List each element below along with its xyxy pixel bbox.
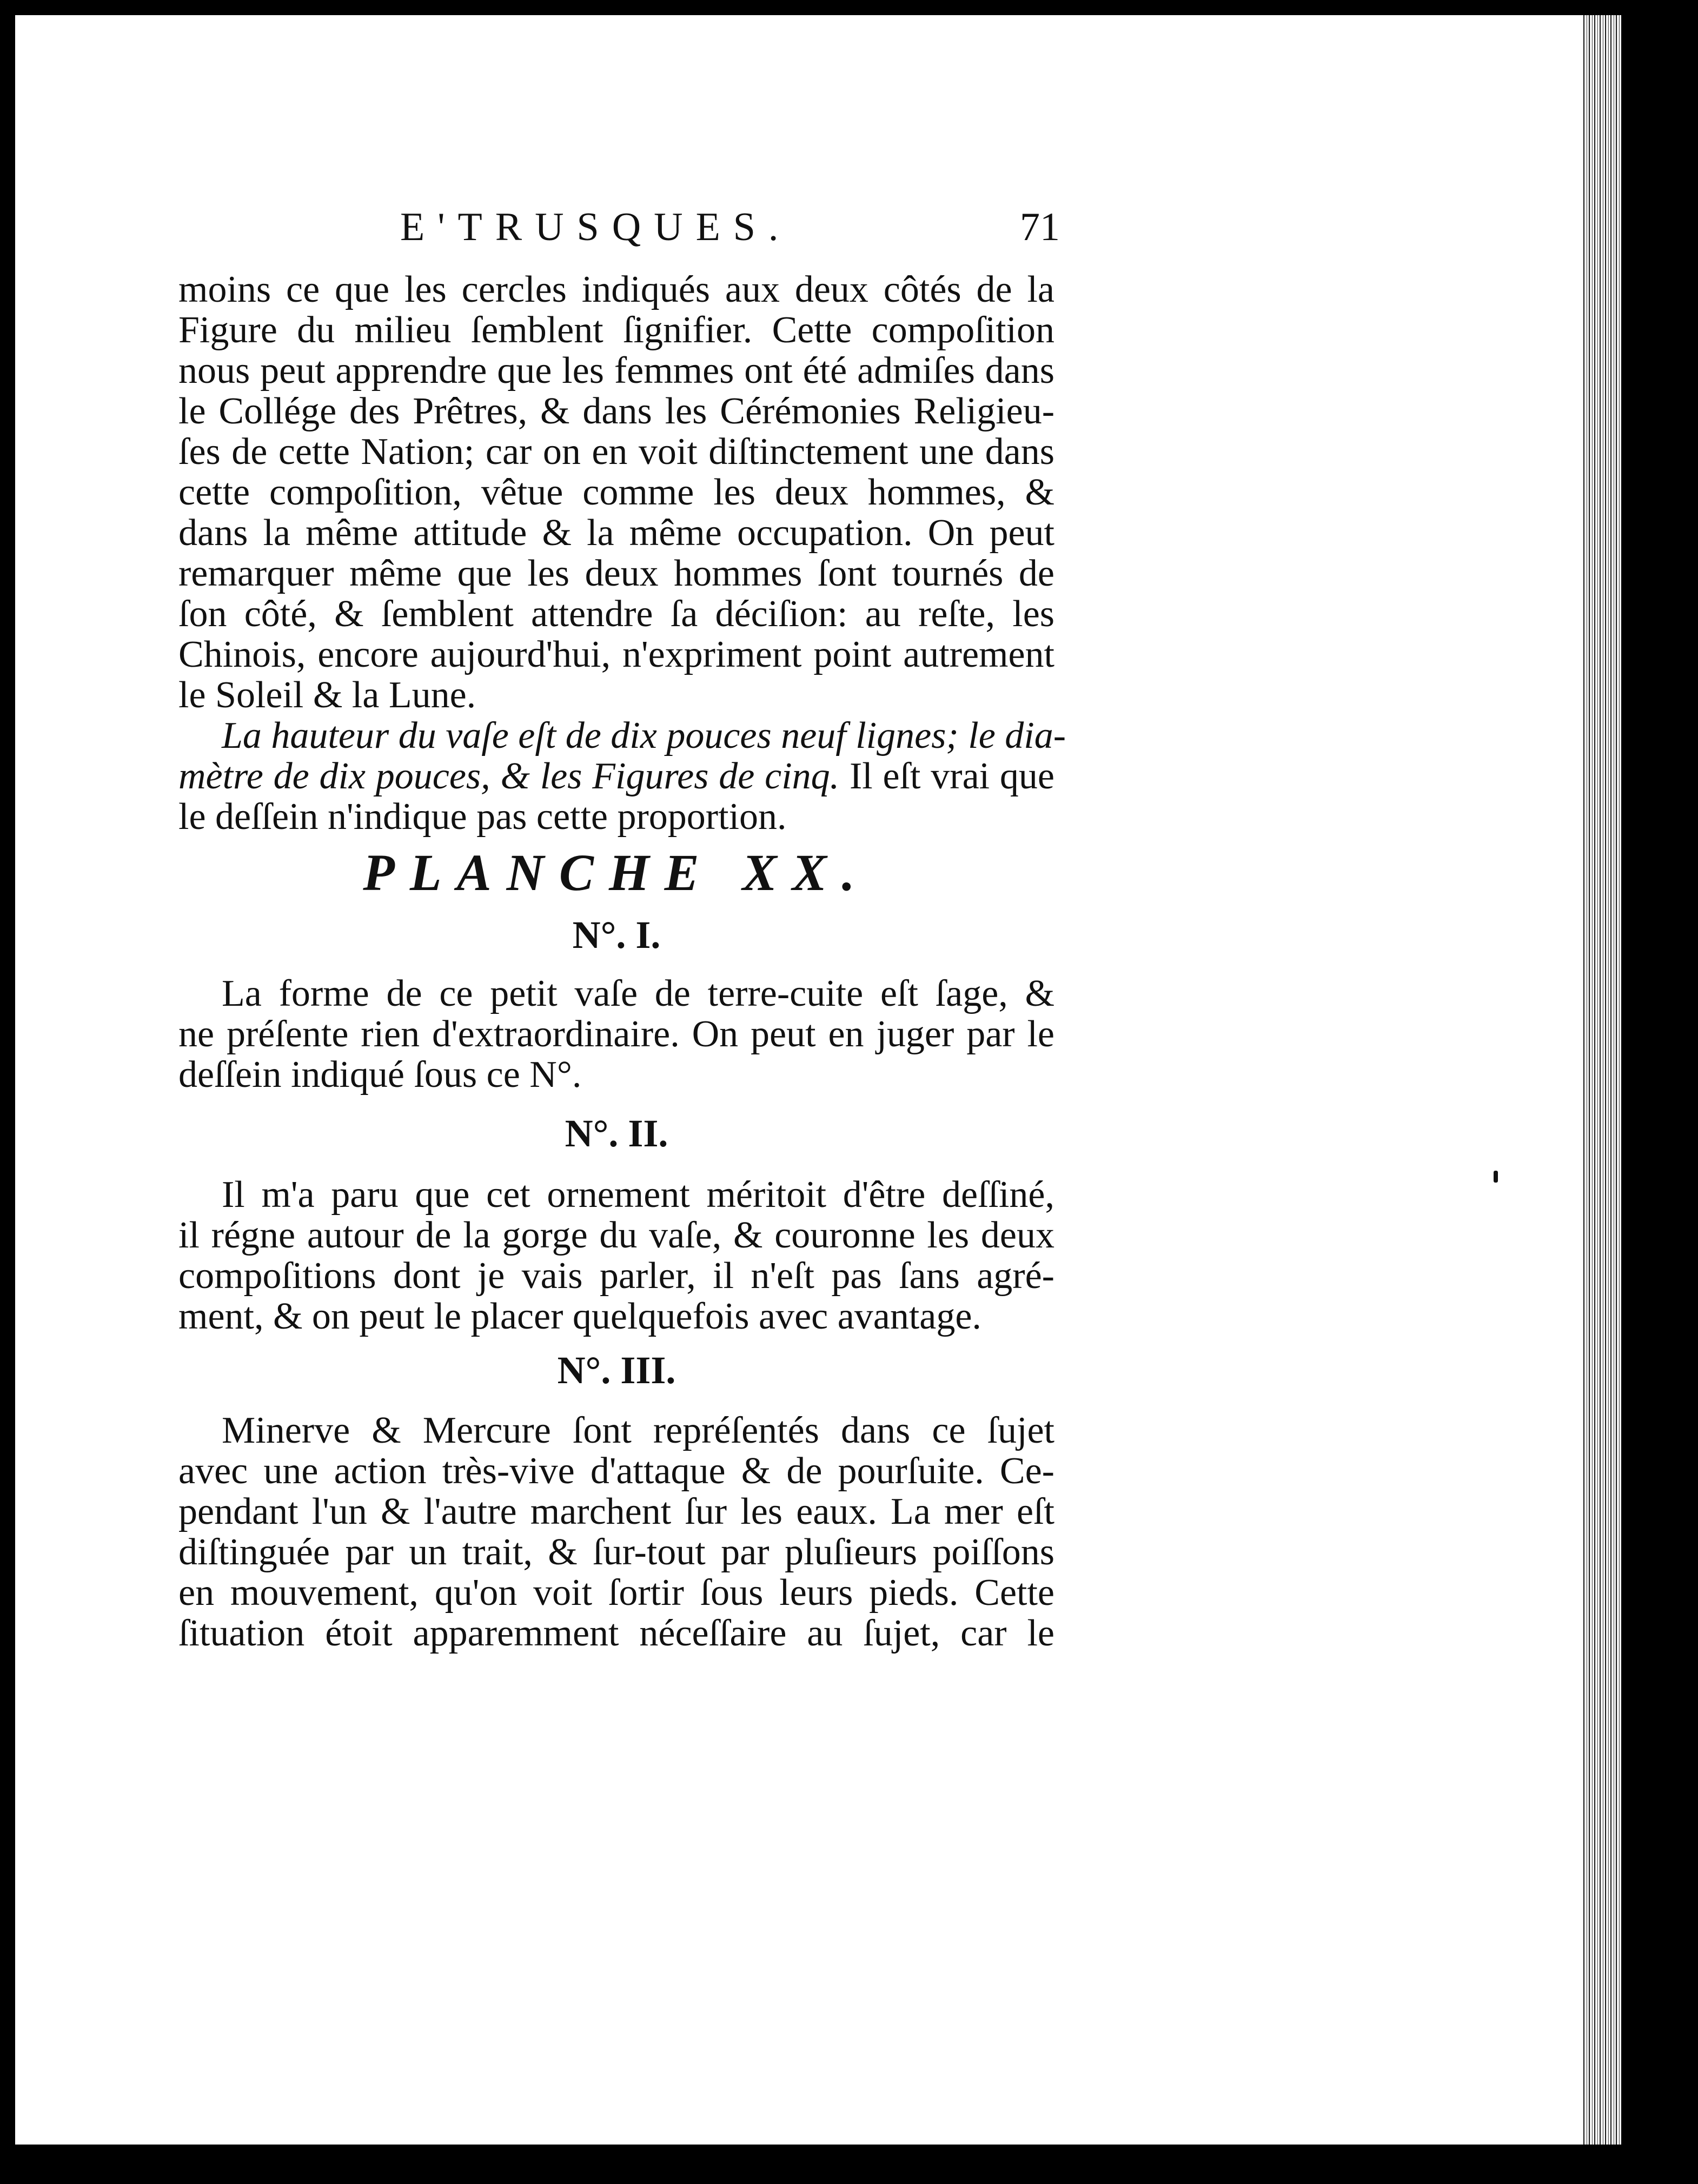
- italic-run: mètre de dix pouces, & les Figures de cinq.: [178, 755, 840, 797]
- text-line: avec une action très-vive d'attaque & de pourſuite. Ce-: [178, 1450, 1054, 1492]
- text-line: deſſein indiqué ſous ce N°.: [178, 1054, 582, 1096]
- text-line: il régne autour de la gorge du vaſe, & couronne les deux: [178, 1214, 1054, 1256]
- text-line: diſtinguée par un trait, & ſur-tout par pluſieurs poiſſons: [178, 1531, 1054, 1573]
- roman-run: Il eſt vrai que: [839, 755, 1054, 797]
- page-edge-shadow: [1582, 15, 1633, 2145]
- section-number-3: N°. III.: [557, 1349, 676, 1392]
- section-1-text: [178, 973, 1054, 1095]
- page-header: [184, 204, 1060, 258]
- text-line: remarquer même que les deux hommes ſont tournés de: [178, 553, 1054, 594]
- text-line: le Collége des Prêtres, & dans les Cérémonies Religieu-: [178, 390, 1054, 432]
- text-line: pendant l'un & l'autre marchent ſur les eaux. La mer eſt: [178, 1491, 1054, 1532]
- text-line: [178, 756, 1054, 796]
- text-line: en mouvement, qu'on voit ſortir ſous leurs pieds. Cette: [178, 1572, 1054, 1614]
- text-line: La hauteur du vaſe eſt de dix pouces neuf lignes; le dia-: [222, 715, 1066, 756]
- section-3-text: [178, 1410, 1054, 1654]
- text-line: Il m'a paru que cet ornement méritoit d'être deſſiné,: [222, 1174, 1054, 1216]
- text-line: le Soleil & la Lune.: [178, 674, 476, 716]
- text-line: nous peut apprendre que les femmes ont été admiſes dans: [178, 350, 1054, 391]
- text-line: le deſſein n'indique pas cette proportion.: [178, 796, 787, 838]
- page-number: 71: [1020, 205, 1060, 249]
- section-2-text: [178, 1174, 1054, 1337]
- text-line: Minerve & Mercure ſont repréſentés dans ce ſujet: [222, 1410, 1054, 1451]
- running-title: E'TRUSQUES.: [400, 205, 792, 249]
- paragraph-1: [178, 269, 1054, 715]
- text-line: ſituation étoit apparemment néceſſaire au ſujet, car le: [178, 1612, 1054, 1654]
- text-line: moins ce que les cercles indiqués aux deux côtés de la: [178, 269, 1054, 310]
- text-line: cette compoſition, vêtue comme les deux hommes, &: [178, 472, 1054, 513]
- text-line: ſes de cette Nation; car on en voit diſtinctement une dans: [178, 431, 1054, 473]
- paragraph-2: [178, 715, 1066, 838]
- text-line: dans la même attitude & la même occupation. On peut: [178, 512, 1054, 554]
- section-number-1: N°. I.: [572, 913, 661, 957]
- text-line: Chinois, encore aujourd'hui, n'expriment point autrement: [178, 634, 1054, 675]
- text-line: ment, & on peut le placer quelquefois avec avantage.: [178, 1296, 981, 1337]
- text-line: ſon côté, & ſemblent attendre ſa déciſion: au reſte, les: [178, 593, 1054, 635]
- text-line: compoſitions dont je vais parler, il n'eſt pas ſans agré-: [178, 1255, 1054, 1297]
- text-line: La forme de ce petit vaſe de terre-cuite eſt ſage, &: [222, 973, 1054, 1014]
- section-number-2: N°. II.: [565, 1112, 668, 1155]
- margin-ink-mark: [1494, 1171, 1498, 1183]
- plate-title: PLANCHE XX.: [363, 844, 870, 901]
- text-line: ne préſente rien d'extraordinaire. On peut en juger par le: [178, 1013, 1054, 1055]
- text-line: Figure du milieu ſemblent ſignifier. Cette compoſition: [178, 309, 1054, 351]
